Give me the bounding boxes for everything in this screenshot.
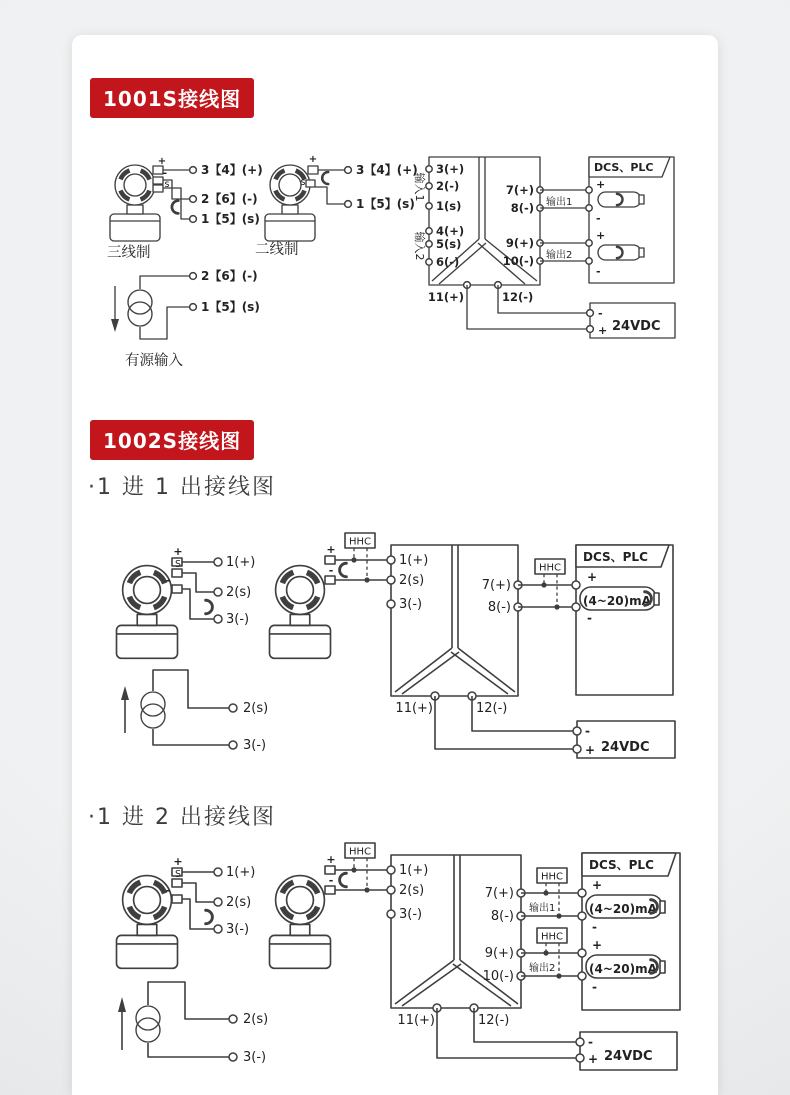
hhc-label: HHC	[348, 536, 372, 548]
transmitter-b	[270, 853, 389, 968]
terminal-label: 1(+)	[399, 863, 429, 878]
isolator-block	[413, 157, 572, 304]
transmitter-3wire	[107, 156, 263, 261]
terminal-label: 1【5】(s)	[201, 300, 260, 314]
minus-mark: -	[587, 611, 592, 625]
terminal-label: 7(+)	[484, 886, 514, 901]
terminal-label: 7(+)	[481, 578, 511, 593]
s-mark: s	[164, 179, 170, 190]
power-24vdc	[435, 696, 675, 758]
terminal-label: 10(-)	[502, 254, 534, 268]
plus-mark: +	[592, 938, 603, 952]
hhc-box	[345, 843, 375, 893]
isolator-block	[387, 855, 525, 1028]
plus-mark: +	[157, 156, 167, 167]
plus-mark: +	[173, 545, 183, 558]
terminal-label: 12(-)	[476, 701, 508, 716]
down-arrow	[111, 319, 119, 332]
terminal-label: 3(-)	[243, 738, 267, 753]
plus-mark: +	[592, 878, 603, 892]
terminal-label: 6(-)	[436, 255, 460, 269]
diagram-1002s-1in2out	[95, 838, 715, 1095]
minus-mark: -	[596, 212, 601, 225]
vdc-label: 24VDC	[612, 319, 661, 334]
output1-label: 输出1	[529, 903, 556, 914]
terminal-label: 2(s)	[243, 701, 269, 716]
minus-mark: -	[328, 564, 334, 577]
terminal-label: 3【4】(+)	[201, 163, 263, 177]
ma-range-label: (4~20)mA	[589, 902, 657, 916]
plus-mark: +	[598, 324, 608, 337]
minus-mark: -	[162, 168, 168, 179]
s-mark: s	[300, 177, 306, 188]
terminal-label: 11(+)	[427, 290, 464, 304]
hhc-box	[345, 533, 375, 583]
power-24vdc	[437, 1008, 677, 1070]
terminal-label: 1【5】(s)	[201, 212, 260, 226]
input2-label: 输入2	[413, 231, 426, 261]
plus-mark: +	[587, 570, 598, 584]
terminal-label: 2(s)	[399, 573, 425, 588]
terminal-label: 1(s)	[436, 199, 462, 213]
vdc-label: 24VDC	[601, 740, 650, 755]
terminal-label: 3(-)	[399, 907, 423, 922]
terminal-label: 3【4】(+)	[356, 163, 418, 177]
terminal-label: 8(-)	[487, 600, 511, 615]
terminal-label: 3(-)	[243, 1050, 267, 1065]
terminal-label: 3(-)	[399, 597, 423, 612]
dcs-plc-label: DCS、PLC	[589, 858, 654, 872]
ma-range-label: (4~20)mA	[583, 594, 651, 608]
plus-mark: +	[585, 743, 596, 757]
transmitter-b	[270, 543, 389, 658]
heading-1in2out: ·1 进 2 出接线图	[88, 805, 276, 830]
ma-range-label: (4~20)mA	[589, 962, 657, 976]
terminal-label: 3(-)	[226, 612, 250, 627]
hhc-label: HHC	[540, 871, 564, 883]
minus-mark: -	[592, 920, 597, 934]
power-24vdc	[467, 285, 675, 338]
terminal-label: 7(+)	[505, 183, 534, 197]
terminal-label: 5(s)	[436, 237, 462, 251]
terminal-label: 2【6】(-)	[201, 269, 258, 283]
terminal-label: 9(+)	[484, 946, 514, 961]
input1-label: 输入1	[413, 172, 426, 202]
hhc-label: HHC	[348, 846, 372, 858]
hhc-label: HHC	[538, 562, 562, 574]
plus-mark: +	[308, 154, 318, 165]
plus-mark: +	[596, 229, 606, 242]
terminal-label: 3(-)	[226, 922, 250, 937]
transmitter-2wire	[255, 154, 418, 258]
minus-mark: -	[165, 884, 171, 897]
terminal-label: 2(s)	[243, 1012, 269, 1027]
plus-mark: +	[326, 543, 336, 556]
diagram-1001s	[95, 140, 715, 380]
plus-mark: +	[173, 855, 183, 868]
s-mark: S	[174, 559, 182, 570]
terminal-label: 11(+)	[395, 701, 433, 716]
terminal-label: 8(-)	[510, 201, 534, 215]
terminal-label: 8(-)	[490, 909, 514, 924]
minus-mark: -	[596, 265, 601, 278]
section-badge-1001s: 1001S接线图	[90, 78, 254, 118]
diagram-1002s-1in1out	[95, 528, 715, 790]
dcs-plc-box	[572, 545, 673, 695]
terminal-label: 2【6】(-)	[201, 192, 258, 206]
minus-mark: -	[598, 307, 603, 320]
terminal-label: 1(+)	[226, 555, 256, 570]
terminal-label: 1【5】(s)	[356, 197, 415, 211]
active-input-label: 有源输入	[125, 353, 183, 369]
minus-mark: -	[328, 874, 334, 887]
terminal-label: 12(-)	[502, 290, 534, 304]
output1-label: 输出1	[546, 197, 573, 208]
s-mark: S	[174, 869, 182, 880]
terminal-label: 2(s)	[226, 585, 252, 600]
terminal-label: 2(s)	[399, 883, 425, 898]
dcs-plc-label: DCS、PLC	[594, 161, 654, 174]
up-arrow	[118, 997, 126, 1012]
vdc-label: 24VDC	[604, 1049, 653, 1064]
plus-mark: +	[326, 853, 336, 866]
dcs-plc-box	[586, 157, 674, 283]
minus-mark: -	[588, 1035, 593, 1049]
transmitter-a	[117, 545, 256, 658]
section-badge-1002s: 1002S接线图	[90, 420, 254, 460]
terminal-label: 12(-)	[478, 1013, 510, 1028]
minus-mark: -	[585, 724, 590, 738]
terminal-label: 1(+)	[399, 553, 429, 568]
two-wire-label: 二线制	[255, 242, 299, 258]
active-input-source	[121, 670, 268, 753]
terminal-label: 2(-)	[436, 179, 460, 193]
terminal-label: 10(-)	[482, 969, 514, 984]
output2-label: 输出2	[529, 963, 556, 974]
heading-1in1out: ·1 进 1 出接线图	[88, 475, 276, 500]
plus-mark: +	[588, 1052, 599, 1066]
dcs-plc-box	[578, 853, 680, 1010]
output-wires	[518, 585, 572, 607]
output2-label: 输出2	[546, 250, 573, 261]
minus-mark: -	[165, 574, 171, 587]
terminal-label: 3(+)	[436, 162, 465, 176]
three-wire-label: 三线制	[107, 245, 151, 261]
active-input-source	[118, 982, 268, 1065]
terminal-label: 2(s)	[226, 895, 252, 910]
minus-mark: -	[592, 980, 597, 994]
hhc-label: HHC	[540, 931, 564, 943]
terminal-label: 11(+)	[397, 1013, 435, 1028]
transmitter-a	[117, 855, 256, 968]
up-arrow	[121, 686, 129, 700]
terminal-label: 1(+)	[226, 865, 256, 880]
terminal-label: 4(+)	[436, 224, 465, 238]
terminal-label: 9(+)	[505, 236, 534, 250]
dcs-plc-label: DCS、PLC	[583, 550, 648, 564]
active-input-source	[111, 268, 260, 369]
isolator-block	[387, 545, 522, 716]
plus-mark: +	[596, 178, 606, 191]
